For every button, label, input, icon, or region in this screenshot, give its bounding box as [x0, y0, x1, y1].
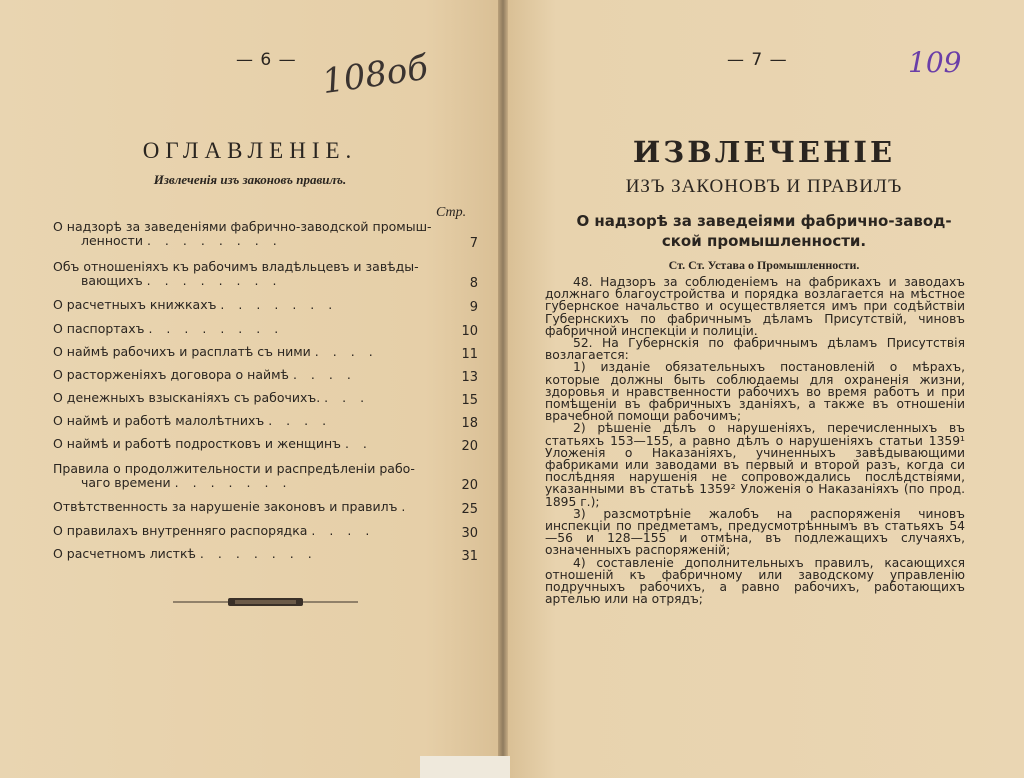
- toc-entry-text: О наймѣ рабочихъ и расплатѣ съ ними: [53, 344, 311, 359]
- toc-entry-text: Отвѣтственность за нарушеніе законовъ и правилъ: [53, 499, 398, 514]
- toc-entry-page: 31: [461, 549, 478, 564]
- left-folio: — 6 —: [236, 50, 297, 70]
- toc-page-column-label: Стр.: [436, 205, 467, 220]
- toc-entry-text: О расчетномъ листкѣ: [53, 546, 196, 561]
- toc-title: ОГЛАВЛЕНІЕ.: [142, 138, 358, 163]
- section-heading-line-2: ской промышленности.: [661, 232, 867, 250]
- toc-entry-text: О расчетныхъ книжкахъ: [53, 297, 217, 312]
- toc-entry: Отвѣтственность за нарушеніе законовъ и правилъ . 25: [53, 499, 478, 517]
- toc-entry-text-cont: чаго времени: [81, 475, 171, 490]
- toc-entry-page: 9: [469, 300, 478, 315]
- toc-entry: О расчетныхъ книжкахъ ....... 9: [53, 297, 478, 315]
- toc-entry-page: 20: [461, 439, 478, 454]
- toc-entry: О надзорѣ за заведеніями фабрично-заводской промыш- ленности ........ 7: [53, 219, 478, 251]
- background-strip: [420, 756, 510, 778]
- statute-body: [545, 276, 965, 605]
- toc-entry: Правила о продолжительности и распредѣленіи рабо- чаго времени ....... 20: [53, 461, 478, 493]
- clause-1: 1) изданіе обязательныхъ постановленій о мѣрахъ, которые должны быть соблюдаемы для охраненія жизни, здоровья и нравственности рабочихъ во время работъ и при помѣщеніи въ фабричныхъ зданіяхъ, а также въ отношеніи врачебной помощи рабочимъ;: [545, 360, 965, 424]
- toc-entry: О наймѣ и работѣ малолѣтнихъ .... 18: [53, 413, 478, 431]
- right-handwritten-number: 109: [908, 46, 962, 79]
- toc-entry-page: 10: [461, 324, 478, 339]
- toc-entry-page: 13: [461, 370, 478, 385]
- toc-entry: О денежныхъ взысканіяхъ съ рабочихъ. ... 15: [53, 390, 478, 408]
- toc-entry-page: 8: [469, 276, 478, 291]
- right-folio: — 7 —: [727, 50, 788, 70]
- source-note: Ст. Ст. Устава о Промышленности.: [668, 258, 860, 272]
- section-heading-line-1: О надзорѣ за заведеіями фабрично-завод-: [576, 212, 952, 230]
- clause-4: 4) составленіе дополнительныхъ правилъ, касающихся отношеній къ фабричному или заводскому управленію подручныхъ рабочихъ, а равно рабочихъ, работающихъ артелью или на отрядъ;: [545, 555, 965, 607]
- toc-entry-page: 7: [469, 236, 478, 251]
- toc-entry-text-cont: ленности: [81, 233, 143, 248]
- toc-entry: О расчетномъ листкѣ ....... 31: [53, 546, 478, 564]
- toc-entry-text: Правила о продолжительности и распредѣленіи рабо-: [53, 461, 415, 476]
- clause-2: 2) рѣшеніе дѣлъ о нарушеніяхъ, перечисленныхъ въ статьяхъ 153—155, а равно дѣлъ о нарушеніяхъ статьи 1359¹ Уложенія о Наказаніяхъ, учиненныхъ завѣдывающими фабриками или заводами въ первый и второй разъ, когда си послѣдняя нарушенія не сопровождались послѣдствіями, указанными въ статьѣ 1359² Уложенія о Наказаніяхъ (по прод. 1895 г.);: [545, 421, 965, 509]
- book-gutter: [498, 0, 508, 778]
- toc-entry: О наймѣ и работѣ подростковъ и женщинъ .. 20: [53, 436, 478, 454]
- toc-entry-text: О надзорѣ за заведеніями фабрично-заводской промыш-: [53, 219, 432, 234]
- toc-subtitle: Извлеченія изъ законовъ правилъ.: [153, 172, 347, 187]
- toc-entry-text: О расторженіяхъ договора о наймѣ: [53, 367, 289, 382]
- toc-entry: О паспортахъ ........ 10: [53, 321, 478, 339]
- toc-entry-page: 18: [461, 416, 478, 431]
- toc-entry-text: О правилахъ внутренняго распорядка: [53, 523, 308, 538]
- toc-entry: О расторженіяхъ договора о наймѣ .... 13: [53, 367, 478, 385]
- article-48: 48. Надзоръ за соблюденіемъ на фабрикахъ и заводахъ должнаго благоустройства и порядка возлагается на мѣстное губернское начальство и осуществляется имъ при содѣйствіи Губернскихъ по фабричнымъ дѣламъ Присутствій, чиновъ фабричной инспекціи и полиціи.: [545, 275, 965, 338]
- toc-entry-text: О денежныхъ взысканіяхъ съ рабочихъ.: [53, 390, 321, 405]
- toc-entry-text: О наймѣ и работѣ малолѣтнихъ: [53, 413, 265, 428]
- toc-entry-text: О наймѣ и работѣ подростковъ и женщинъ: [53, 436, 341, 451]
- toc-entry-page: 15: [461, 393, 478, 408]
- toc-entry-page: 11: [461, 347, 478, 362]
- extract-subtitle: ИЗЪ ЗАКОНОВЪ И ПРАВИЛЪ: [625, 176, 903, 197]
- extract-title: ИЗВЛЕЧЕНІЕ: [632, 135, 896, 169]
- left-handwritten-number: 108об: [319, 47, 431, 103]
- toc-entry: О правилахъ внутренняго распорядка .... 30: [53, 523, 478, 541]
- toc-entry-text: О паспортахъ: [53, 321, 145, 336]
- decorative-rule-ornament: [173, 596, 358, 608]
- toc-entry-page: 20: [461, 478, 478, 493]
- toc-entry-page: 30: [461, 526, 478, 541]
- toc-entry: О наймѣ рабочихъ и расплатѣ съ ними .... 11: [53, 344, 478, 362]
- left-page: [0, 0, 500, 778]
- toc-entry-text-cont: вающихъ: [81, 273, 143, 288]
- toc-entry-page: 25: [461, 502, 478, 517]
- toc-entry: Объ отношеніяхъ къ рабочимъ владѣльцевъ и завѣды- вающихъ ........ 8: [53, 259, 478, 291]
- toc-entry-text: Объ отношеніяхъ къ рабочимъ владѣльцевъ и завѣды-: [53, 259, 419, 274]
- clause-3: 3) разсмотрѣніе жалобъ на распоряженія чиновъ инспекціи по предметамъ, предусмотрѣннымъ въ статьяхъ 54—56 и 128—155 и отмѣна, въ подлежащихъ случаяхъ, означенныхъ распоряженій;: [545, 506, 965, 558]
- article-52: 52. На Губернскія по фабричнымъ дѣламъ Присутствія возлагается:: [545, 336, 965, 363]
